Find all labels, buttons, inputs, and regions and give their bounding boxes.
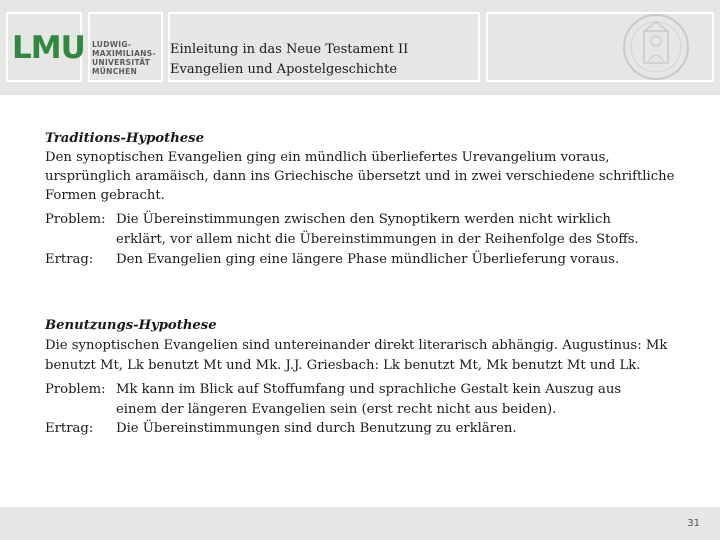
university-name-line: MAXIMILIANS- [92, 49, 156, 58]
problem-label: Problem: [45, 212, 106, 227]
university-name-line: UNIVERSITÄT [92, 58, 151, 67]
body-text: Formen gebracht. [45, 188, 165, 203]
university-name-line: LUDWIG- [92, 40, 132, 49]
problem-label: Problem: [45, 382, 106, 397]
body-text: benutzt Mt, Lk benutzt Mt und Mk. J.J. Griesbach: Lk benutzt Mt, Mk benutzt Mt und Lk. [45, 358, 641, 373]
ertrag-text: Den Evangelien ging eine längere Phase mündlicher Überlieferung voraus. [116, 252, 620, 267]
section-heading: Traditions-Hypothese [45, 131, 204, 146]
problem-row [45, 212, 611, 227]
ertrag-row [45, 252, 619, 267]
footer-bar [0, 507, 720, 540]
problem-text: einem der längeren Evangelien sein (erst recht nicht aus beiden). [116, 402, 557, 417]
problem-text: Mk kann im Blick auf Stoffumfang und sprachliche Gestalt kein Auszug aus [116, 382, 622, 397]
page-number: 31 [687, 518, 700, 529]
ertrag-row [45, 421, 517, 436]
university-name-line: MÜNCHEN [92, 67, 138, 76]
body-text: ursprünglich aramäisch, dann ins Griechische übersetzt und in zwei verschiedene schriftliche [45, 169, 675, 184]
ertrag-label: Ertrag: [45, 421, 94, 436]
ertrag-label: Ertrag: [45, 252, 94, 267]
section-heading: Benutzungs-Hypothese [45, 318, 217, 333]
ertrag-text: Die Übereinstimmungen sind durch Benutzung zu erklären. [116, 421, 517, 436]
problem-text: Die Übereinstimmungen zwischen den Synoptikern werden nicht wirklich [116, 212, 611, 227]
problem-text: erklärt, vor allem nicht die Übereinstimmungen in der Reihenfolge des Stoffs. [116, 232, 639, 247]
slide-title: Einleitung in das Neue Testament II [170, 42, 409, 57]
body-text: Den synoptischen Evangelien ging ein mündlich überliefertes Urevangelium voraus, [45, 150, 610, 165]
slide-subtitle: Evangelien und Apostelgeschichte [170, 62, 398, 77]
body-text: Die synoptischen Evangelien sind untereinander direkt literarisch abhängig. Augustinus: Mk [45, 338, 668, 353]
lmu-logo: LMU [12, 30, 85, 66]
problem-row [45, 382, 621, 397]
university-seal-icon [622, 13, 690, 81]
